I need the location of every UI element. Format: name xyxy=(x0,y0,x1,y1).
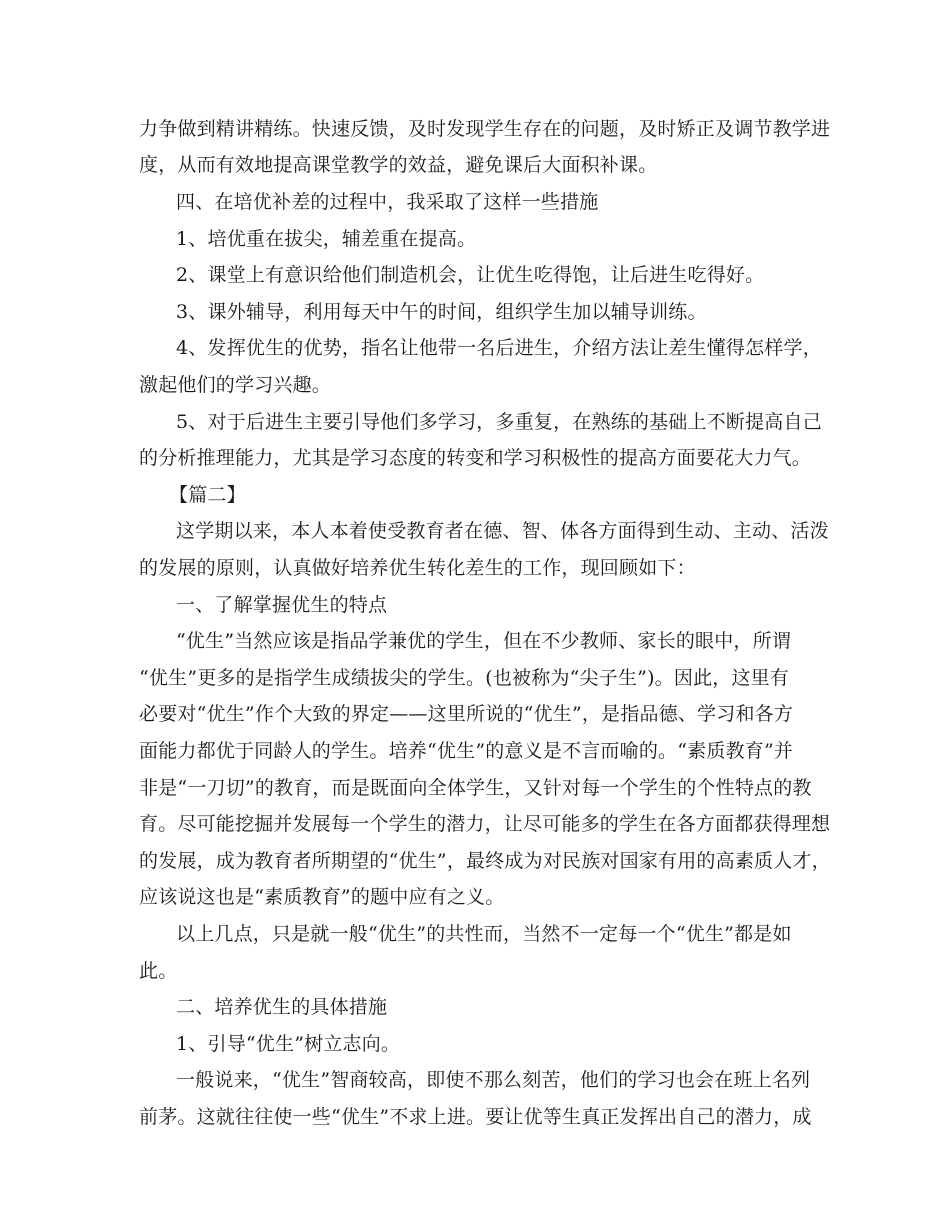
section-heading: 二、培养优生的具体措施 xyxy=(176,996,388,1018)
text-line: 必要对“优生”作个大致的界定——这里所说的“优生”，是指品德、学习和各方 xyxy=(139,703,794,725)
text-line: 应该说这也是“素质教育”的题中应有之义。 xyxy=(139,886,505,908)
section-heading: 四、在培优补差的过程中，我采取了这样一些措施 xyxy=(176,191,599,213)
text-line: 的发展，成为教育者所期望的“优生”，最终成为对民族对国家有用的高素质人才， xyxy=(139,850,831,872)
list-item: 2、课堂上有意识给他们制造机会，让优生吃得饱，让后进生吃得好。 xyxy=(176,264,765,286)
text-line: 以上几点，只是就一般“优生”的共性而，当然不一定每一个“优生”都是如 xyxy=(176,923,792,945)
text-line: 激起他们的学习兴趣。 xyxy=(139,374,332,396)
text-line: 这学期以来，本人本着使受教育者在德、智、体各方面得到生动、主动、活泼 xyxy=(176,520,829,542)
text-line: 力争做到精讲精练。快速反馈，及时发现学生存在的问题，及时矫正及调节教学进 xyxy=(139,118,831,140)
text-line: 非是“一刀切”的教育，而是既面向全体学生，又针对每一个学生的个性特点的教 xyxy=(139,777,812,799)
text-line: 度，从而有效地提高课堂教学的效益，避免课后大面积补课。 xyxy=(139,154,658,176)
text-line: 育。尽可能挖掘并发展每一个学生的潜力，让尽可能多的学生在各方面都获得理想 xyxy=(139,813,831,835)
list-item: 1、培优重在拔尖，辅差重在提高。 xyxy=(176,228,477,250)
text-line: 一般说来，“优生”智商较高，即使不那么刻苦，他们的学习也会在班上名列 xyxy=(176,1069,811,1091)
list-item: 1、引导“优生”树立志向。 xyxy=(176,1033,401,1055)
text-line: “优生”更多的是指学生成绩拔尖的学生。(也被称为“尖子生”)。因此，这里有 xyxy=(139,667,790,689)
section-heading: 一、了解掌握优生的特点 xyxy=(176,594,388,616)
text-line: 的发展的原则，认真做好培养优生转化差生的工作，现回顾如下： xyxy=(139,557,696,579)
text-line: 面能力都优于同龄人的学生。培养“优生”的意义是不言而喻的。“素质教育”并 xyxy=(139,740,794,762)
text-line: 前茅。这就往往使一些“优生”不求上进。要让优等生真正发挥出自己的潜力，成 xyxy=(139,1106,812,1128)
text-line: 此。 xyxy=(139,960,178,982)
text-line: 的分析推理能力，尤其是学习态度的转变和学习积极性的提高方面要花大力气。 xyxy=(139,447,812,469)
part-heading: 【篇二】 xyxy=(169,484,246,506)
text-line: “优生”当然应该是指品学兼优的学生，但在不少教师、家长的眼中，所谓 xyxy=(176,630,792,652)
list-item: 3、课外辅导，利用每天中午的时间，组织学生加以辅导训练。 xyxy=(176,301,707,323)
list-item: 5、对于后进生主要引导他们多学习，多重复，在熟练的基础上不断提高自己 xyxy=(176,411,822,433)
list-item: 4、发挥优生的优势，指名让他带一名后进生，介绍方法让差生懂得怎样学， xyxy=(176,337,822,359)
